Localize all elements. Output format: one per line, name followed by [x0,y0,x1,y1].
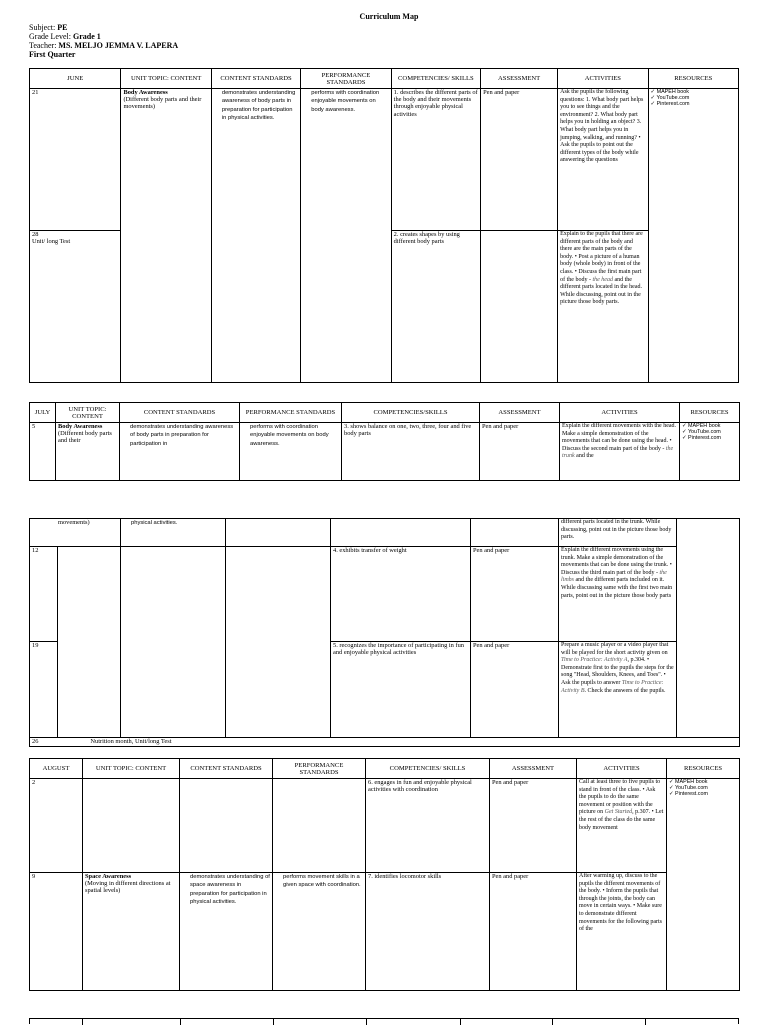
document-header [29,12,749,59]
topic-cell [56,423,120,481]
date-cell: 19 [30,642,58,738]
assessment-cell: Pen and paper [490,779,577,873]
topic-cell [83,873,180,991]
activities-cell: Ask the pupils the following questions: 1. What body part helps you to see things and the environment? 2. What body part helps you in holding an object? 3. What body part helps you in jumping, walking, and running? • Ask the pupils to point out the different types of the body while answering the questions [558,89,648,231]
date-cell: 2 [30,779,83,873]
date-note: Unit/ long Test [32,238,71,246]
resource-item: ✓ Pinterest.com [669,791,708,797]
col-header: UNIT TOPIC: CONTENT [121,69,211,89]
table-row [30,738,740,747]
col-header: AUGUST [30,759,83,779]
june-table [29,68,739,383]
col-header: PERFORMANCE STANDARDS [273,759,366,779]
activities-cell: different parts located in the trunk. While discussing, point out in the picture those body parts. [559,519,677,547]
activities-cell: Explain the different movements with the head. Make a simple demonstration of the movements that can be done using the head. • Discuss the second main part of the body - the trunk and the [560,423,680,481]
table-row [30,423,740,481]
document-title: Curriculum Map [359,12,419,21]
grade-line: Grade Level: Grade 1 [29,32,101,41]
table-row [30,519,740,547]
content-standards-cell: demonstrates understanding of space awareness in preparation for participation in physical activities. [180,873,273,991]
col-header: ASSESSMENT [480,403,560,423]
date-cell: 12 [30,547,58,642]
col-header: JUNE [30,69,121,89]
activities-cell: Explain the different movements using the trunk. Make a simple demonstration of the movements that can be done using the trunk. • Discuss the third main part of the body - the limbs and the different parts included on it. While discussing same with the first two main parts, point out in the picture those body parts [559,547,677,642]
col-header: ASSESSMENT [490,759,577,779]
check-icon: ✓ [682,423,687,429]
content-standards-cell: demonstrates understanding awareness of body parts in preparation for participation in physical activities. [211,89,300,383]
content-standards-cell [180,779,273,873]
grade-value: Grade 1 [72,32,101,41]
competency-cell: 5. recognizes the importance of participating in fun and enjoyable physical activities [331,642,471,738]
subject-value: PE [57,23,68,32]
performance-standards-cell [273,779,366,873]
check-icon: ✓ [669,791,674,797]
col-header: COMPETENCIES/ SKILLS [391,69,480,89]
july-table [29,402,740,481]
col-header: CONTENT STANDARDS [211,69,300,89]
july-continued-table [29,518,740,747]
col-header: ACTIVITIES [560,403,680,423]
performance-standards-cell: performs movement skills in a given space with coordination. [273,873,366,991]
topic-title: Space Awareness [85,873,132,880]
table-row [30,547,740,642]
assessment-cell: Pen and paper [490,873,577,991]
col-header: RESOURCES [680,403,740,423]
assessment-cell [481,231,558,383]
table-row [30,873,740,991]
competency-cell: 6. engages in fun and enjoyable physical activities with coordination [366,779,490,873]
topic-subtitle: (Different body parts and their [58,430,112,445]
col-header: PERFORMANCE STANDARDS [240,403,342,423]
col-header: RESOURCES [648,69,738,89]
assessment-cell: Pen and paper [481,89,558,231]
resource-item: ✓ YouTube.com [682,429,721,435]
topic-subtitle: (Different body parts and their movements) [123,96,202,111]
check-icon [214,89,222,97]
check-icon: ✓ [669,785,674,791]
teacher-value: MS. MELJO JEMMA V. LAPERA [58,41,179,50]
resources-cell [648,89,738,383]
date-note: Nutrition month, Unit/long Test [90,738,172,745]
date-cell: 26 Nutrition month, Unit/long Test [30,738,740,747]
col-header: CONTENT STANDARDS [180,759,273,779]
assessment-cell [471,519,559,547]
col-header: ACTIVITIES [558,69,648,89]
table-row [30,779,740,873]
topic-cell [83,779,180,873]
resource-item: ✓ YouTube.com [650,95,690,101]
check-icon [242,423,250,431]
assessment-cell: Pen and paper [480,423,560,481]
date-cell: 9 [30,873,83,991]
resource-item: ✓ MAPEH book [650,89,689,95]
competency-cell: 7. identifies locomotor skills [366,873,490,991]
next-table-top-edge [29,1018,739,1024]
content-standards-cell: demonstrates understanding awareness of body parts in preparation for participation in [120,423,240,481]
check-icon [182,873,190,881]
date-cell: 5 [30,423,56,481]
subject-line: Subject: PE [29,23,68,32]
table-row [30,89,739,231]
content-standards-cell: physical activities. [121,519,226,547]
performance-standards-cell: performs with coordination enjoyable movements on body awareness. [301,89,391,383]
check-icon: ✓ [669,779,674,785]
col-header: UNIT TOPIC: CONTENT [56,403,120,423]
resource-item: ✓ MAPEH book [682,423,721,429]
topic-subtitle: (Moving in different directions at spatial levels) [85,880,171,895]
topic-cell [58,547,121,738]
resource-item: ✓ MAPEH book [669,779,708,785]
activities-cell: Prepare a music player or a video player that will be played for the short activity given on Time to Practice: Activity A, p.304. • Demonstrate first to the pupils the steps for the song "Head, Shoulders, Knees, and Toes". • Ask the pupils to answer Time to Practice: Activity B. Check the answers of the pupils. [559,642,677,738]
resource-item: ✓ Pinterest.com [682,435,721,441]
check-icon: ✓ [650,89,656,95]
quarter-line: First Quarter [29,50,76,59]
performance-standards-cell [226,547,331,738]
check-icon: ✓ [650,101,656,107]
content-standards-cell [121,547,226,738]
topic-cell [121,89,211,383]
competency-cell: 2. creates shapes by using different body parts [391,231,480,383]
competency-cell [331,519,471,547]
col-header: UNIT TOPIC: CONTENT [83,759,180,779]
col-header: RESOURCES [667,759,740,779]
col-header: COMPETENCIES/ SKILLS [366,759,490,779]
check-icon [275,873,283,881]
performance-standards-cell: performs with coordination enjoyable movements on body awareness. [240,423,342,481]
check-icon: ✓ [650,95,656,101]
resource-item: ✓ Pinterest.com [650,101,690,107]
table-header-row [30,69,739,89]
performance-standards-cell [226,519,331,547]
competency-cell: 1. describes the different parts of the body and their movements through enjoyable physical activities [391,89,480,231]
date-cell: 28 Unit/ long Test [30,231,121,383]
table-header-row [30,759,740,779]
col-header: CONTENT STANDARDS [120,403,240,423]
august-table [29,758,740,991]
table-header-row [30,403,740,423]
col-header: JULY [30,403,56,423]
resources-cell [677,519,740,738]
teacher-line: Teacher: MS. MELJO JEMMA V. LAPERA [29,41,179,50]
assessment-cell: Pen and paper [471,642,559,738]
resources-cell [680,423,740,481]
check-icon [122,423,130,431]
date-cell: 21 [30,89,121,231]
check-icon: ✓ [682,435,687,441]
activities-cell: Call at least three to five pupils to stand in front of the class. • Ask the pupils to do the same movement or position with the picture on Get Started, p.307. • Let the rest of the class do the same body movement [577,779,667,873]
topic-title: Body Awareness [58,423,103,430]
col-header: ASSESSMENT [481,69,558,89]
competency-cell: 4. exhibits transfer of weight [331,547,471,642]
col-header: PERFORMANCE STANDARDS [301,69,391,89]
assessment-cell: Pen and paper [471,547,559,642]
resources-cell [667,779,740,991]
check-icon: ✓ [682,429,687,435]
activities-cell: After warming up, discuss to the pupils the different movements of the body. • Inform the pupils that through the joints, the body can move in certain ways. • Make sure to demonstrate different movements for the following parts of the [577,873,667,991]
activities-cell: Explain to the pupils that there are different parts of the body and there are the main parts of the body. • Post a picture of a human body (whole body) in front of the class. • Discuss the first main part of the body - the head and the different parts located in the head. While discussing, point out in the picture those body parts. [558,231,648,383]
competency-cell: 3. shows balance on one, two, three, four and five body parts [342,423,480,481]
resource-item: ✓ YouTube.com [669,785,708,791]
topic-title: Body Awareness [123,89,168,96]
col-header: ACTIVITIES [577,759,667,779]
topic-cell: movements) [30,519,121,547]
col-header: COMPETENCIES/SKILLS [342,403,480,423]
